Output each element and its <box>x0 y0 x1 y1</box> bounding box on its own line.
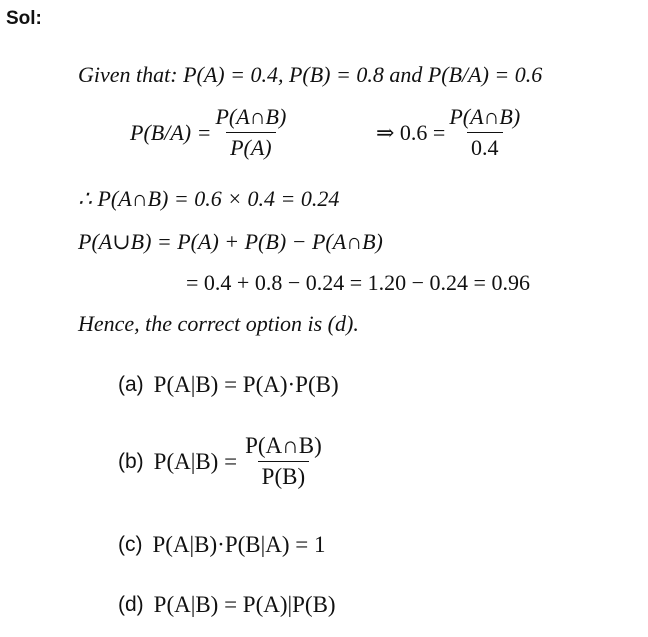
option-d-label: (d) <box>118 593 144 616</box>
option-b-fraction <box>241 433 326 490</box>
option-a <box>118 372 339 398</box>
option-b <box>118 433 326 490</box>
given-line: Given that: P(A) = 0.4, P(B) = 0.8 and P(B/A) = 0.6 <box>78 62 543 87</box>
bayes-equation <box>130 104 290 161</box>
implies-equation <box>376 104 524 161</box>
option-b-numerator: P(A∩B) <box>245 433 322 458</box>
option-a-math: P(A|B) = P(A)·P(B) <box>153 372 339 397</box>
sol-heading: Sol: <box>6 8 42 29</box>
option-d-math: P(A|B) = P(A)|P(B) <box>153 592 336 617</box>
option-c <box>118 532 325 558</box>
union-calc: = 0.4 + 0.8 − 0.24 = 1.20 − 0.24 = 0.96 <box>186 270 530 295</box>
bayes-fraction <box>211 104 290 161</box>
union-line: P(A∪B) = P(A) + P(B) − P(A∩B) <box>78 229 383 254</box>
option-a-label: (a) <box>118 373 144 396</box>
therefore-line: ∴ P(A∩B) = 0.6 × 0.4 = 0.24 <box>78 186 340 211</box>
implies-fraction <box>445 104 524 161</box>
bayes-denominator: P(A) <box>226 132 276 161</box>
bayes-lhs: P(B/A) = <box>130 119 212 145</box>
option-d <box>118 592 336 618</box>
bayes-numerator: P(A∩B) <box>215 104 287 129</box>
option-b-math: P(A|B) = <box>153 448 238 474</box>
option-b-denominator: P(B) <box>258 461 309 490</box>
implies-denominator: 0.4 <box>467 132 503 161</box>
conclusion-line: Hence, the correct option is (d). <box>78 311 359 336</box>
implies-numerator: P(A∩B) <box>449 104 521 129</box>
option-c-math: P(A|B)·P(B|A) = 1 <box>152 532 326 557</box>
option-b-label: (b) <box>118 449 144 473</box>
option-c-label: (c) <box>118 533 143 556</box>
implies-lhs: ⇒ 0.6 = <box>376 119 446 145</box>
